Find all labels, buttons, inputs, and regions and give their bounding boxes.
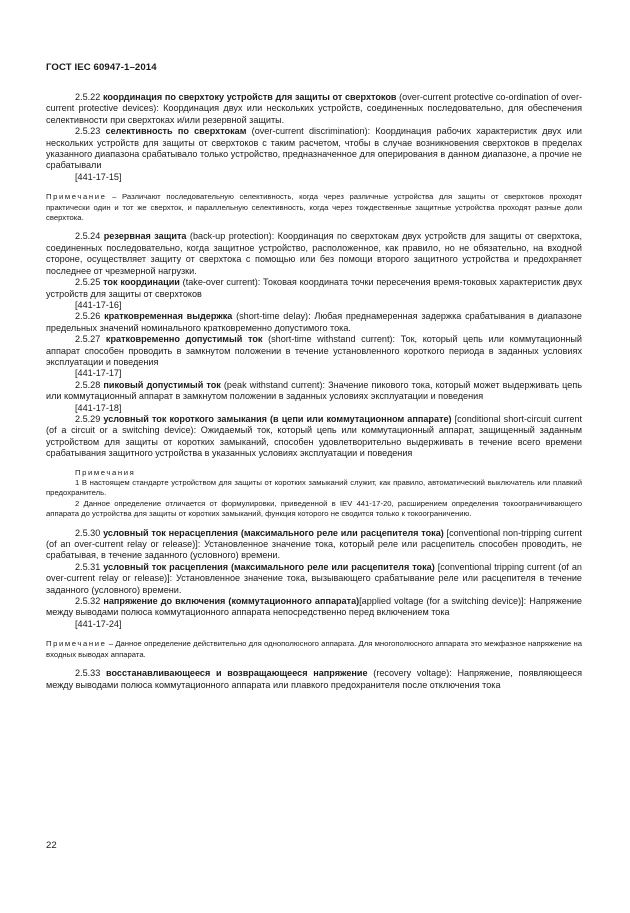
definition-text: [conventional non-tripping current (of an over-current relay or release)]: Установленное значение тока, который реле или расцепитель способен проводить, не срабатывая, в течение заданного (условного) времени.	[46, 527, 583, 561]
clause-number: 2.5.23	[75, 126, 101, 137]
notes-short-circuit	[46, 468, 582, 520]
clause-number: 2.5.28	[75, 379, 101, 390]
clause-number: 2.5.22	[75, 92, 101, 102]
definition-2-5-29	[46, 414, 582, 460]
clause-number: 2.5.31	[75, 561, 101, 572]
term: пиковый допустимый ток	[103, 379, 221, 390]
note-label: Примечание	[46, 192, 107, 202]
definition-2-5-22	[46, 92, 582, 126]
clause-number: 2.5.29	[75, 413, 101, 424]
note-item-1: 1 В настоящем стандарте устройством для защиты от коротких замыканий служит, как правило, автоматический выключатель или плавкий предохранитель.	[46, 478, 582, 498]
clause-number: 2.5.27	[75, 334, 101, 345]
note-text: – Данное определение действительно для однополюсного аппарата. Для многополюсного аппарата это межфазное напряжение на входных выводах аппарата.	[46, 639, 582, 659]
notes-title: Примечания	[75, 467, 136, 477]
definition-2-5-31	[46, 562, 582, 596]
document-header: ГОСТ IEC 60947-1–2014	[46, 62, 157, 73]
clause-number: 2.5.33	[75, 668, 101, 679]
definition-2-5-24	[46, 231, 582, 277]
document-body	[46, 92, 582, 691]
note-selectivity	[46, 192, 582, 223]
definition-text: (over-current discrimination): Координация рабочих характеристик двух или нескольких устройств для защиты от сверхтоков с таким расчетом, чтобы в случае возникновения сверхтоков в пределах указанного диапазона срабатывало только устройство, предназначенное для оперирования в данном диапазоне, а прочие не срабатывали	[46, 126, 582, 171]
term: селективность по сверхтокам	[105, 126, 247, 137]
definition-text: (over-current protective co-ordination of over-current protective devices): Координация двух или нескольких устройств, соединенных последовательно, для обеспечения селективности при сверхтоках и/или резервной защиты.	[46, 92, 583, 125]
iev-reference: [441-17-24]	[75, 618, 122, 629]
term: координация по сверхтоку устройств для защиты от сверхтоков	[102, 92, 397, 102]
term: кратковременная выдержка	[104, 311, 233, 322]
page-number: 22	[46, 840, 57, 851]
definition-2-5-25	[46, 277, 582, 300]
definition-text: (short-time withstand current): Ток, который цепь или коммутационный аппарат способен проводить в замкнутом положении в течение установленного короткого периода в заданных условиях эксплуатации и поведения	[46, 334, 582, 367]
term: напряжение до включения (коммутационного аппарата)	[103, 596, 360, 607]
term: ток координации	[103, 277, 180, 288]
clause-number: 2.5.30	[75, 527, 101, 538]
term: условный ток короткого замыкания (в цепи или коммутационном аппарате)	[103, 413, 452, 424]
definition-2-5-26	[46, 311, 582, 334]
clause-number: 2.5.26	[75, 311, 101, 322]
definition-text: [conventional tripping current (of an over-current relay or release)]: Установленное значение тока, вызывающего срабатывание реле или расцепителя в течение заданного (условного) времени.	[46, 561, 582, 595]
iev-reference: [441-17-18]	[75, 402, 122, 413]
term: условный ток расцепления (максимального реле или расцепителя тока)	[103, 561, 435, 572]
clause-number: 2.5.32	[75, 596, 101, 607]
definition-text: (short-time delay): Любая преднамеренная задержка срабатывания в диапазоне предельных значений номинального кратковременно допустимого тока.	[46, 311, 582, 333]
term: восстанавливающееся и возвращающееся напряжение	[106, 668, 368, 679]
term: условный ток нерасцепления (максимального реле или расцепителя тока)	[103, 527, 444, 538]
note-label: Примечание	[46, 639, 107, 649]
definition-text: [applied voltage (for a switching device)]: Напряжение между выводами полюса коммутационного аппарата непосредственно перед включением тока	[46, 596, 582, 618]
clause-number: 2.5.24	[75, 231, 101, 242]
definition-text: (take-over current): Токовая координата точки пересечения время-токовых характеристик двух устройств для защиты от сверхтоков	[46, 277, 582, 299]
definition-text: (peak withstand current): Значение пикового тока, который может выдерживать цепь или коммутационный аппарат в замкнутом положении в заданных условиях эксплуатации и поведения	[46, 379, 582, 402]
definition-text: [conditional short-circuit current (of a circuit or a switching device): Ожидаемый ток, который цепь или коммутационный аппарат, защищенный заданным устройством для защиты от коротких замыканий, способен удовлетворительно выдерживать в течение всего времени срабатывания защитного устройства в указанных условиях эксплуатации и поведения	[46, 413, 582, 459]
definition-text: (recovery voltage): Напряжение, появляющееся между выводами полюса коммутационного аппарата или плавкого предохранителя после отключения тока	[46, 668, 583, 690]
definition-2-5-30	[46, 528, 582, 562]
iev-reference: [441-17-17]	[75, 368, 122, 379]
iev-reference: [441-17-15]	[75, 171, 122, 182]
clause-number: 2.5.25	[75, 277, 101, 288]
definition-2-5-28	[46, 380, 582, 403]
definition-2-5-27	[46, 334, 582, 368]
term: кратковременно допустимый ток	[105, 334, 263, 345]
note-item-2: 2 Данное определение отличается от формулировки, приведенной в IEV 441-17-20, расширением определения токоограничивающего аппарата до устройства для защиты от коротких замыканий, функция которого не сводится только к токоограничению.	[46, 498, 582, 519]
definition-text: (back-up protection): Координация по сверхтокам двух устройств для защиты от сверхтока, соединенных последовательно, когда защитное устройство, расположенное, как правило, но не обязательно, на входной стороне, осуществляет защиту от сверхтока с помощью или без помощи второго защитного устройства и предохраняет последнее от чрезмерной нагрузки.	[46, 231, 582, 276]
term: резервная защита	[103, 231, 187, 242]
definition-2-5-33	[46, 668, 582, 691]
iev-reference: [441-17-16]	[75, 299, 122, 310]
note-applied-voltage	[46, 639, 582, 660]
definition-2-5-32	[46, 596, 582, 619]
definition-2-5-23	[46, 126, 582, 172]
note-text: – Различают последовательную селективность, когда через различные устройства для защиты от сверхтоков проходят практически один и тот же сверхток, и параллельную селективность, когда через тождественные защитные устройства проходят разные доли сверхтока.	[46, 192, 582, 223]
